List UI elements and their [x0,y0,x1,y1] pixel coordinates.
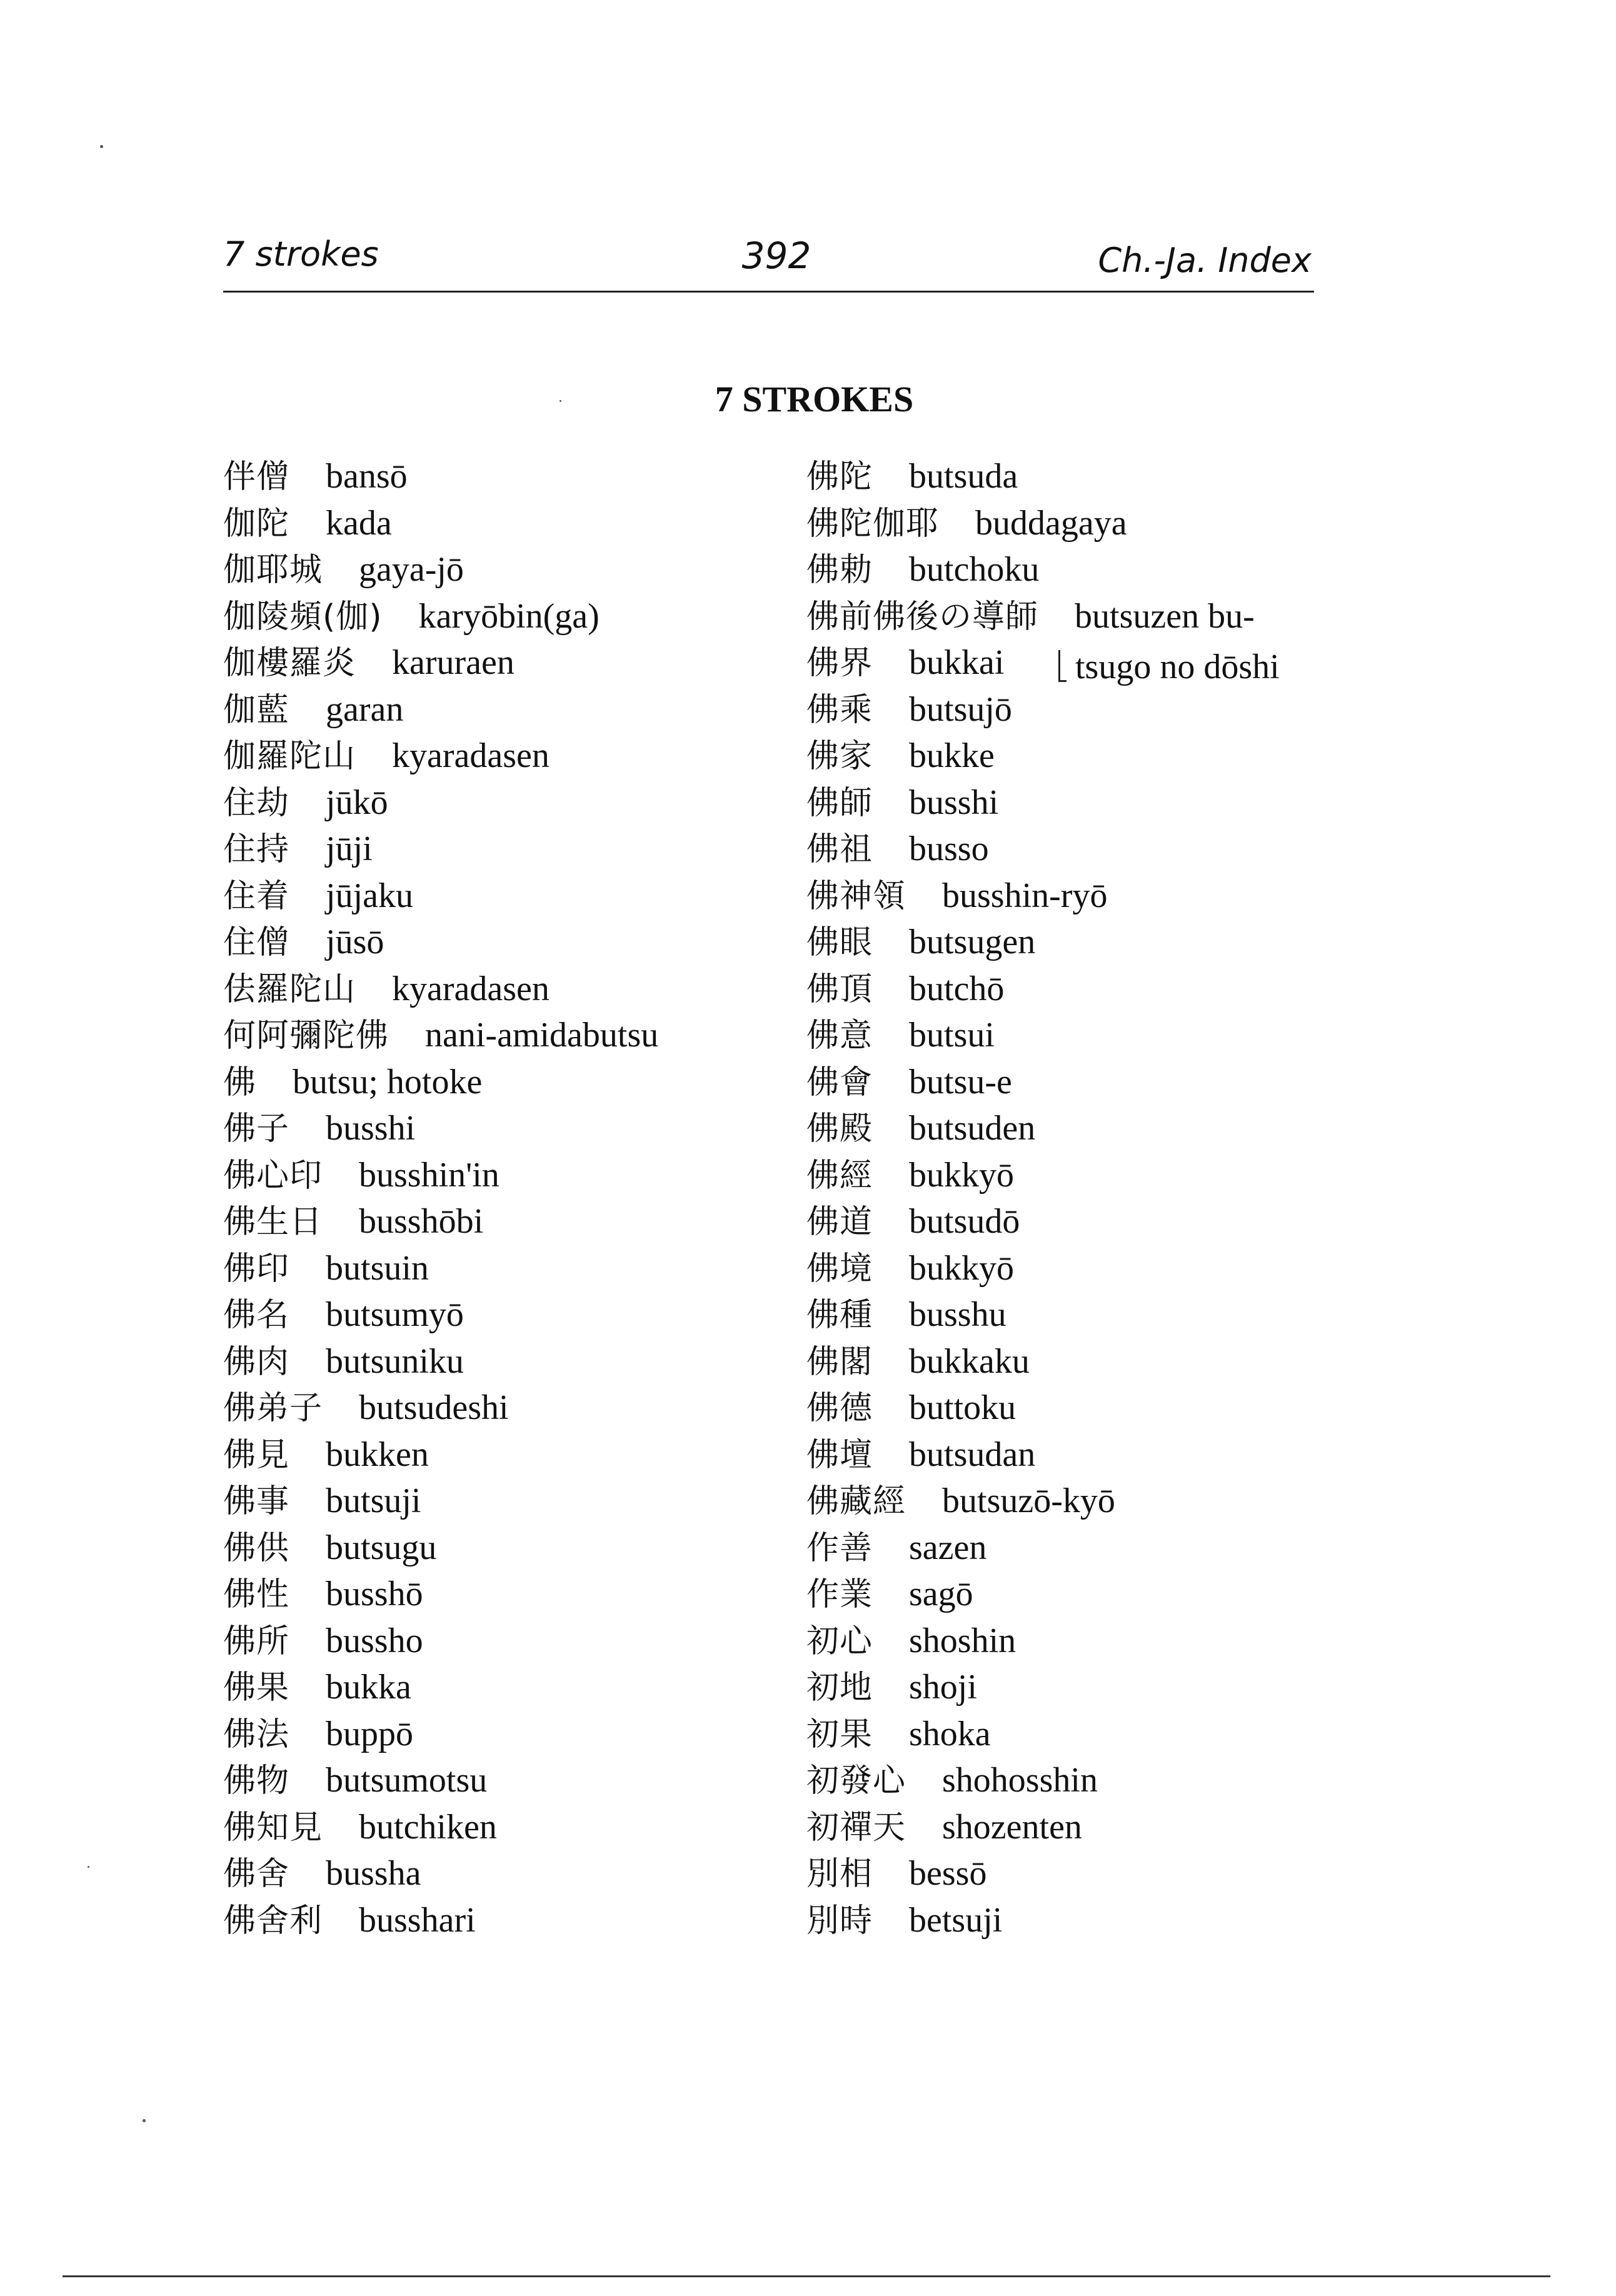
entry-kanji: 佛供 [223,1529,290,1567]
index-entry [223,916,658,963]
entry-reading: butsumotsu [326,1761,488,1800]
entry-reading: butsugu [326,1528,437,1567]
entry-reading: shozenten [942,1807,1082,1847]
entry-reading: butsumyō [326,1295,464,1334]
entry-kanji: 佛見 [223,1436,290,1474]
entry-reading: butsuji [326,1481,421,1520]
index-entry [806,1475,1255,1521]
entry-kanji: 佛頂 [806,970,873,1008]
entry-kanji: 住持 [223,831,290,868]
entry-reading: kada [326,503,392,543]
entry-reading: karyōbin(ga) [418,596,600,636]
entry-kanji: 佛眼 [806,924,873,961]
index-entry [806,1009,1255,1056]
index-entry [223,636,658,683]
entry-reading: busshō [326,1575,423,1613]
index-entry [223,1102,658,1149]
index-entry [223,543,658,590]
entry-kanji: 佛物 [223,1762,290,1800]
entry-reading: busshi [326,1109,416,1148]
entry-reading: butsuniku [326,1341,464,1381]
entry-reading: jūsō [326,923,384,961]
header-rule [223,291,1314,293]
index-entry [806,963,1255,1010]
entry-reading: butsudō [909,1202,1020,1241]
scan-speck [560,400,561,402]
entry-reading: bukkyō [909,1248,1015,1288]
entry-reading: shoji [909,1668,977,1707]
entry-kanji: 作善 [806,1529,873,1567]
entry-kanji: 佛道 [806,1203,873,1241]
entry-kanji: 佛殿 [806,1110,873,1148]
entry-reading: bukkyō [909,1155,1015,1195]
index-entry [806,1708,1255,1755]
index-entry [223,870,658,916]
index-entry [223,1381,658,1428]
index-entry [806,1056,1255,1103]
entry-reading: busshari [359,1900,476,1940]
entry-reading: butsuda [909,457,1018,496]
entry-reading: butsui [909,1016,995,1055]
continuation-bracket [1058,650,1066,682]
entry-reading: bukkaku [909,1341,1030,1381]
entry-kanji: 佛知見 [223,1808,323,1847]
index-entry [223,1661,658,1708]
entry-reading: sazen [909,1528,987,1567]
index-entry [223,1521,658,1568]
index-entry [806,1568,1255,1615]
entry-kanji: 佛陀 [806,458,873,496]
index-entry [806,1754,1255,1801]
index-entry [223,729,658,776]
entry-reading: bukka [326,1668,411,1707]
entry-kanji: 伴僧 [223,458,290,496]
entry-reading: shoka [909,1714,991,1753]
entry-reading: buttoku [909,1388,1016,1427]
entry-kanji: 佛祖 [806,831,873,868]
index-entry [806,1288,1255,1335]
index-entry [223,1242,658,1289]
index-entry [806,1847,1255,1894]
entry-kanji: 佛法 [223,1715,290,1753]
entry-reading: jūkō [326,783,388,822]
entry-kanji: 佛事 [223,1483,290,1520]
index-entry [223,963,658,1010]
entry-kanji: 佛藏經 [806,1483,906,1520]
index-entry [806,1102,1255,1149]
entry-kanji: 伽耶城 [223,551,323,589]
scan-speck [88,1866,89,1868]
entry-kanji: 佛會 [806,1063,873,1101]
entry-kanji: 住着 [223,877,290,915]
index-entry [223,1149,658,1196]
entry-kanji: 佛德 [806,1390,873,1427]
index-entry [223,450,658,497]
entry-reading: shohosshin [942,1761,1098,1800]
entry-reading: butsujō [909,689,1012,729]
entry-reading: butchiken [359,1807,497,1847]
index-entry [806,916,1255,963]
entry-kanji: 佛果 [223,1669,290,1707]
entry-kanji: 佛性 [223,1576,290,1613]
entry-reading: garan [326,689,404,729]
entry-reading: karuraen [392,643,514,682]
index-entry [806,1521,1255,1568]
index-entry [223,1195,658,1242]
entry-kanji: 佛生日 [223,1203,323,1241]
entry-reading: butchō [909,969,1005,1008]
entry-kanji: 初發心 [806,1762,906,1800]
entry-kanji: 佛神領 [806,877,906,915]
entry-reading: butsudeshi [359,1388,509,1427]
index-entry [223,1009,658,1056]
index-entry [223,776,658,823]
entry-reading: butsuzō-kyō [942,1481,1115,1520]
entry-kanji: 佛種 [806,1296,873,1334]
entry-reading: buppō [326,1714,414,1753]
index-entry [223,590,658,637]
index-entry [806,1195,1255,1242]
entry-reading: bansō [326,457,408,496]
entry-reading: betsuji [909,1900,1003,1940]
entry-reading: sagō [909,1575,973,1613]
entry-kanji: 佛 [223,1063,257,1101]
entry-kanji: 伽羅陀山 [223,738,356,775]
entry-kanji: 初果 [806,1715,873,1753]
index-entry [223,1568,658,1615]
entry-kanji: 初心 [806,1622,873,1660]
entry-reading: bussha [326,1854,421,1893]
entry-kanji: 何阿彌陀佛 [223,1017,389,1055]
index-entry [806,590,1255,637]
continuation-text: tsugo no dōshi [1075,648,1280,686]
entry-reading: butsu; hotoke [293,1062,483,1101]
entry-kanji: 作業 [806,1576,873,1613]
entry-kanji: 佛印 [223,1250,290,1288]
index-entry [806,729,1255,776]
entry-reading: kyaradasen [392,969,550,1008]
index-entry [806,1661,1255,1708]
entry-kanji: 別相 [806,1855,873,1893]
index-entry [223,1428,658,1475]
index-entry [223,1801,658,1848]
entry-kanji: 住劫 [223,784,290,822]
index-entry [223,1288,658,1335]
index-entry [806,776,1255,823]
entry-reading: busshin-ryō [942,876,1108,915]
entry-kanji: 伽陵頻(伽) [223,598,383,636]
entry-kanji: 佉羅陀山 [223,970,356,1008]
entry-reading: busso [909,830,989,868]
entry-kanji: 伽藍 [223,691,290,729]
running-head-left: 7 strokes [223,234,379,274]
entry-kanji: 佛境 [806,1250,873,1288]
index-entry [806,543,1255,590]
entry-reading: bussho [326,1621,423,1660]
entry-kanji: 佛界 [806,644,873,682]
index-entry [806,1894,1255,1941]
entry-kanji: 佛壇 [806,1436,873,1474]
entry-kanji: 伽陀 [223,504,290,543]
entry-kanji: 佛經 [806,1156,873,1195]
entry-kanji: 佛肉 [223,1343,290,1381]
entry-reading: butsugen [909,923,1036,961]
entry-reading: bessō [909,1854,987,1893]
entry-reading: bukke [909,736,995,775]
page-number: 392 [741,234,811,277]
index-entry [806,1801,1255,1848]
index-entry [223,1475,658,1521]
entry-kanji: 初禪天 [806,1808,906,1847]
index-entry [223,1894,658,1941]
entry-reading: butsuzen bu- [1075,596,1255,636]
entry-reading: butsu-e [909,1062,1012,1101]
entry-reading: butchoku [909,550,1040,589]
index-entry [806,1242,1255,1289]
entry-reading: butsuden [909,1109,1036,1148]
entry-kanji: 住僧 [223,924,290,961]
entry-kanji: 佛名 [223,1296,290,1334]
index-entry [806,1381,1255,1428]
index-entry [223,1708,658,1755]
index-entry [223,683,658,730]
entry-kanji: 別時 [806,1902,873,1940]
entry-reading: kyaradasen [392,736,550,775]
entry-reading: butsuin [326,1248,429,1288]
entry-reading: busshōbi [359,1202,484,1241]
index-entry [806,870,1255,916]
entry-reading: busshu [909,1295,1006,1334]
entry-kanji: 佛家 [806,738,873,775]
entry-reading: jūji [326,830,373,868]
entry-kanji: 佛舍利 [223,1902,323,1940]
running-head-right: Ch.-Ja. Index [1098,241,1312,280]
entry-kanji: 佛陀伽耶 [806,504,940,543]
entry-reading: jūjaku [326,876,413,915]
entry-reading: butsudan [909,1435,1036,1474]
index-entry [806,683,1255,730]
entry-kanji: 佛意 [806,1017,873,1055]
index-entry [806,823,1255,870]
entry-kanji: 佛乘 [806,691,873,729]
index-entry [223,497,658,544]
bottom-rule [63,2275,1550,2277]
continuation-line [1058,647,1280,687]
index-entry [806,1149,1255,1196]
scan-speck [100,145,103,148]
entry-reading: shoshin [909,1621,1016,1660]
index-entry [223,823,658,870]
entry-kanji: 佛心印 [223,1156,323,1195]
index-entry [806,450,1255,497]
index-entry [806,497,1255,544]
section-title: 7 STROKES [715,379,914,419]
entry-kanji: 伽樓羅炎 [223,644,356,682]
entry-reading: bukken [326,1435,429,1474]
entry-reading: busshin'in [359,1155,499,1195]
scan-speck [143,2119,146,2122]
index-entry [223,1615,658,1662]
entry-reading: bukkai [909,643,1005,682]
index-entry [223,1335,658,1382]
entry-kanji: 佛勅 [806,551,873,589]
entry-kanji: 初地 [806,1669,873,1707]
entry-kanji: 佛所 [223,1622,290,1660]
entry-reading: busshi [909,783,999,822]
entry-reading: buddagaya [975,503,1127,543]
index-entry [806,1335,1255,1382]
index-entry [223,1847,658,1894]
left-column [223,450,658,1940]
entry-kanji: 佛閣 [806,1343,873,1381]
index-entry [806,1615,1255,1662]
entry-kanji: 佛弟子 [223,1390,323,1427]
entry-kanji: 佛子 [223,1110,290,1148]
entry-kanji: 佛前佛後の導師 [806,598,1039,636]
entry-kanji: 佛舍 [223,1855,290,1893]
entry-kanji: 佛師 [806,784,873,822]
index-entry [223,1754,658,1801]
entry-reading: nani-amidabutsu [425,1016,659,1055]
index-entry [223,1056,658,1103]
index-entry [806,1428,1255,1475]
entry-reading: gaya-jō [359,550,464,589]
